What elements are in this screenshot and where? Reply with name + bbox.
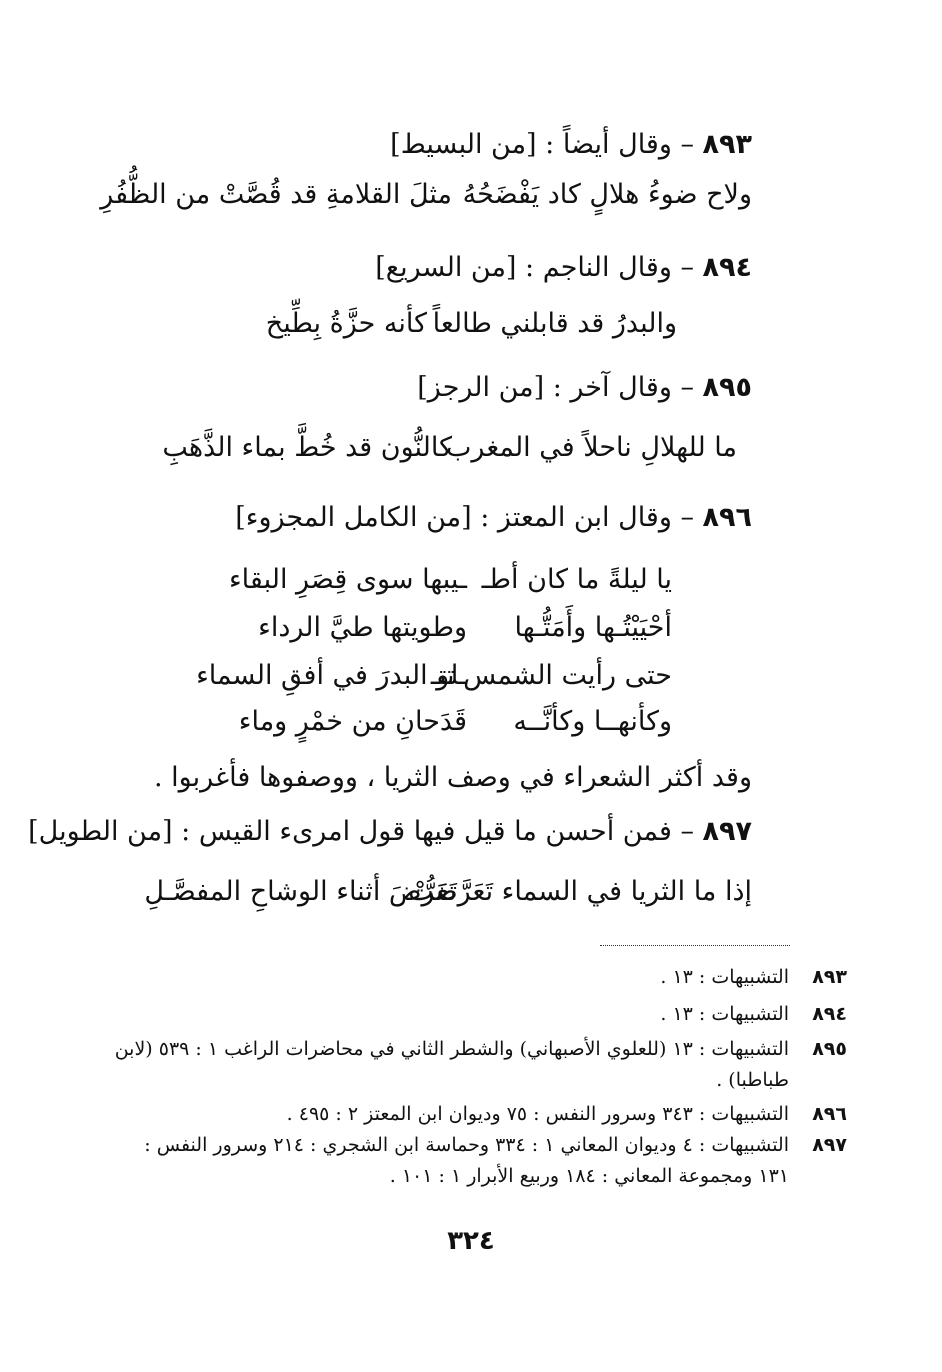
footnote	[110, 1099, 847, 1130]
entry-intro: – وقال ابن المعتز : [من الكامل المجزوء]	[235, 502, 694, 533]
footnote-text: التشبيهات : ١٣ (للعلوي الأصبهاني) والشطر الثاني في محاضرات الراغب ١ : ٥٣٩ (لابن طباطبا) .	[114, 1038, 789, 1091]
entry-heading	[28, 812, 752, 852]
footnote	[110, 1034, 847, 1096]
entry-heading	[390, 125, 752, 165]
verse	[144, 872, 752, 912]
footnote-number: ٨٩٦	[812, 1103, 847, 1125]
verse	[100, 175, 752, 215]
verse-second-hemistich: مثلَ القلامةِ قد قُصَّتْ من الظُّفُرِ	[100, 179, 452, 210]
footnote-number: ٨٩٣	[812, 966, 847, 988]
footnote-number: ٨٩٤	[812, 1003, 847, 1025]
verse-first-hemistich: أحْيَيْتُـها وأَمَتُّـها	[514, 612, 672, 643]
entry-heading	[375, 248, 752, 288]
verse-second-hemistich: كأنه حزَّةُ بِطِّيخ	[265, 308, 427, 339]
verse-second-hemistich: ـيبها سوى قِصَرِ البقاء	[228, 564, 467, 595]
verse-second-hemistich: تَعَرُّضَ أثناء الوشاحِ المفصَّـلِ	[144, 876, 457, 907]
entry-number: ٨٩٥	[702, 372, 752, 403]
entry-heading	[235, 498, 752, 538]
verse	[196, 656, 672, 696]
verse-first-hemistich: ما للهلالِ ناحلاً في المغرب	[446, 432, 737, 463]
entry-intro: – فمن أحسن ما قيل فيها قول امرىء القيس : [من الطويل]	[28, 816, 694, 847]
verse	[237, 608, 672, 648]
verse-second-hemistich: قَدَحانِ من خمْرٍ وماء	[238, 706, 467, 737]
entry-number: ٨٩٦	[702, 502, 752, 533]
entry-number: ٨٩٧	[702, 816, 752, 847]
verse-first-hemistich: يا ليلةً ما كان أطـ	[481, 564, 672, 595]
entry-number: ٨٩٤	[702, 252, 752, 283]
footnote-text: التشبيهات : ١٣ .	[660, 1003, 789, 1025]
entry-heading	[417, 368, 752, 408]
verse	[227, 304, 677, 344]
footnote-text: التشبيهات : ١٣ .	[660, 966, 789, 988]
footnote	[110, 962, 847, 993]
entry-number: ٨٩٣	[702, 129, 752, 160]
verse-first-hemistich: والبدرُ قد قابلني طالعاً	[432, 308, 677, 339]
footnote	[110, 1130, 847, 1192]
verse	[162, 428, 737, 468]
verse	[237, 702, 672, 742]
verse-first-hemistich: حتى رأيت الشمس تتـ	[430, 660, 672, 691]
entry-intro: – وقال أيضاً : [من البسيط]	[390, 129, 694, 160]
footnote-divider	[600, 945, 790, 946]
footnote-number: ٨٩٧	[812, 1134, 847, 1156]
page-number: ٣٢٤	[447, 1226, 495, 1256]
verse-first-hemistich: إذا ما الثريا في السماء تَعَرَّضَتْ	[408, 876, 752, 907]
verse-first-hemistich: ولاح ضوءُ هلالٍ كاد يَفْضَحُهُ	[462, 179, 752, 210]
verse-first-hemistich: وكأنهــا وكأنَّــه	[513, 706, 672, 737]
footnote-text: التشبيهات : ٣٤٣ وسرور النفس : ٧٥ وديوان ابن المعتز ٢ : ٤٩٥ .	[286, 1103, 789, 1125]
footnote	[110, 999, 847, 1030]
verse-second-hemistich: ـلو البدرَ في أفقِ السماء	[196, 660, 467, 691]
footnote-text: التشبيهات : ٤ وديوان المعاني ١ : ٣٣٤ وحماسة ابن الشجري : ٢١٤ وسرور النفس : ١٣١ ومجموعة المعاني : ١٨٤ وربيع الأبرار ١ : ١٠١ .	[144, 1134, 789, 1187]
verse-second-hemistich: كالنُّون قد خُطَّ بماء الذَّهَبِ	[162, 432, 452, 463]
prose-line: وقد أكثر الشعراء في وصف الثريا ، ووصفوها فأغربوا .	[153, 762, 752, 793]
footnote-number: ٨٩٥	[812, 1038, 847, 1060]
entry-intro: – وقال الناجم : [من السريع]	[375, 252, 694, 283]
verse-second-hemistich: وطويتها طيَّ الرداء	[258, 612, 467, 643]
verse	[228, 560, 672, 600]
entry-intro: – وقال آخر : [من الرجز]	[417, 372, 694, 403]
